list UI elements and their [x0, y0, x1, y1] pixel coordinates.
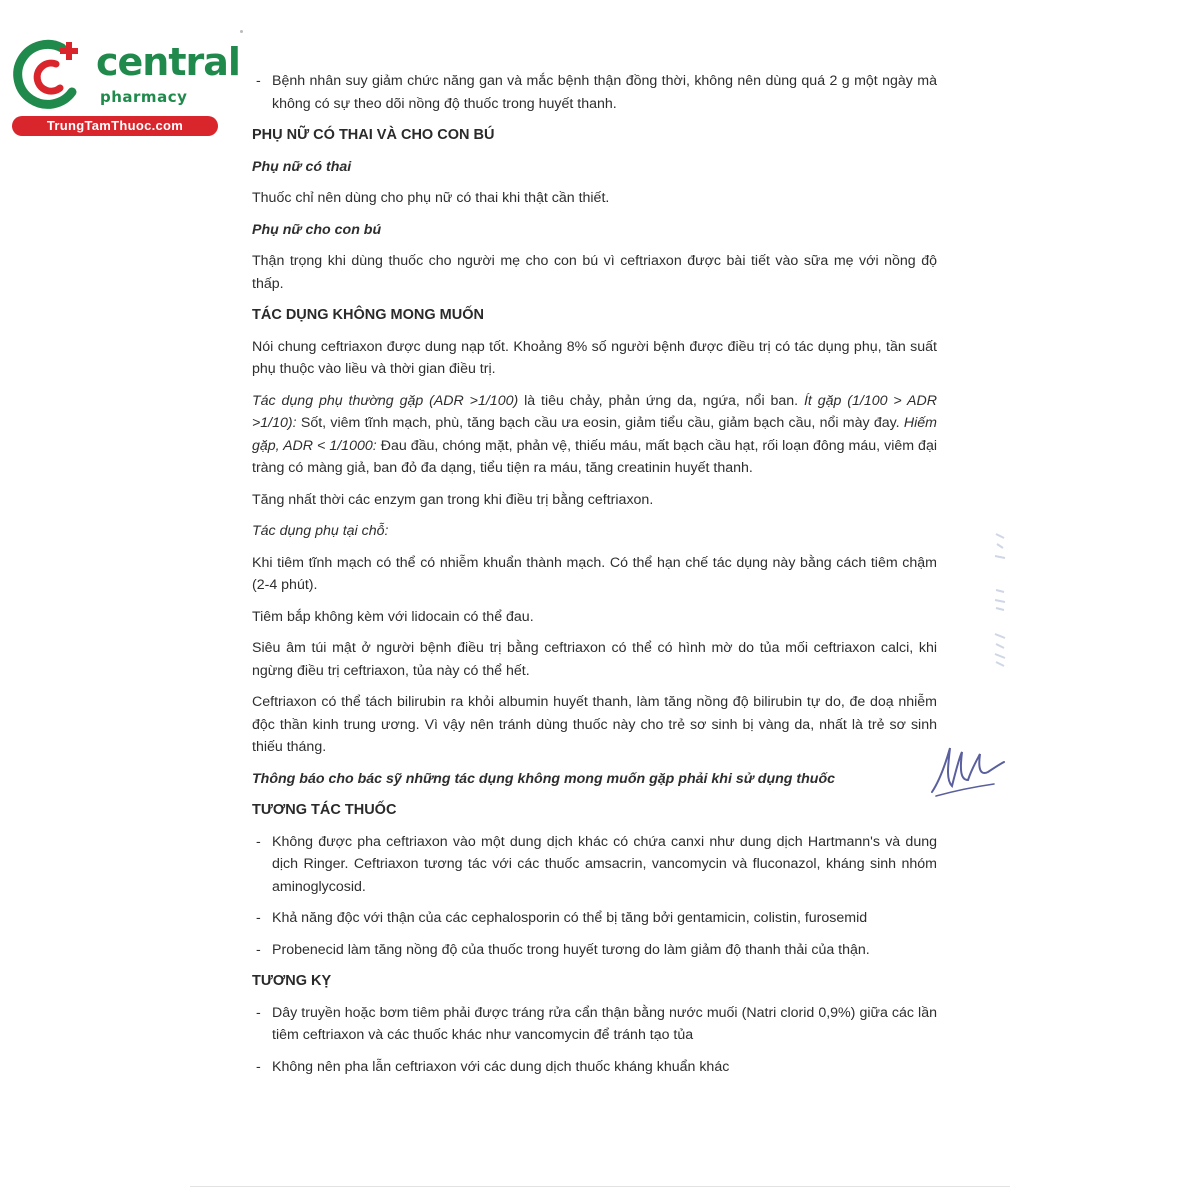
dash-bullet: -	[256, 833, 261, 850]
incompatibility-list	[252, 1002, 937, 1079]
text-uncommon: Sốt, viêm tĩnh mạch, phù, tăng bạch cầu ưa eosin, giảm tiểu cầu, giảm bạch cầu, nổi mày đay.	[296, 415, 904, 431]
brand-url: TrungTamThuoc.com	[12, 116, 218, 136]
paragraph-pregnant: Thuốc chỉ nên dùng cho phụ nữ có thai khi thật cần thiết.	[252, 190, 610, 206]
text-common: là tiêu chảy, phản ứng da, ngứa, nổi ban.	[518, 392, 804, 409]
page-bottom-rule	[190, 1186, 1010, 1187]
label-local-effects: Tác dụng phụ tại chỗ:	[252, 523, 389, 539]
list-item-text: Bệnh nhân suy giảm chức năng gan và mắc bệnh thận đồng thời, không nên dùng quá 2 g một ngày mà không có sự theo dõi nồng độ thuốc trong huyết thanh.	[272, 73, 937, 112]
list-item	[252, 1056, 937, 1079]
list-item	[252, 1002, 937, 1047]
document-body	[252, 70, 937, 1087]
list-item-text: Không nên pha lẫn ceftriaxon với các dung dịch thuốc kháng khuẩn khác	[272, 1058, 730, 1075]
brand-name: central	[96, 40, 240, 84]
paragraph-ultrasound: Siêu âm túi mật ở người bệnh điều trị bằng ceftriaxon có thể có hình mờ do tủa mối ceftriaxon calci, khi ngừng điều trị ceftriaxon, tủa này có thể hết.	[252, 640, 937, 679]
dash-bullet: -	[256, 941, 261, 958]
dash-bullet: -	[256, 1058, 261, 1075]
paragraph-adverse-frequency	[252, 390, 937, 480]
section-heading-pregnancy: PHỤ NỮ CÓ THAI VÀ CHO CON BÚ	[252, 127, 495, 143]
central-pharmacy-logo	[10, 36, 240, 136]
paragraph-im: Tiêm bắp không kèm với lidocain có thể đau.	[252, 608, 534, 625]
list-item	[252, 907, 937, 930]
paragraph-nursing: Thận trọng khi dùng thuốc cho người mẹ cho con bú vì ceftriaxon được bài tiết vào sữa mẹ với nồng độ thấp.	[252, 253, 937, 292]
paragraph-adverse-intro: Nói chung ceftriaxon được dung nạp tốt. Khoảng 8% số người bệnh được điều trị có tác dụng phụ, tần suất phụ thuộc vào liều và thời gian điều trị.	[252, 338, 937, 377]
list-item-text: Dây truyền hoặc bơm tiêm phải được tráng rửa cẩn thận bằng nước muối (Natri clorid 0,9%) giữa các lần tiêm ceftriaxon và các thuốc khác như vancomycin để tránh tạo tủa	[272, 1004, 937, 1043]
list-item	[252, 939, 937, 962]
label-common: Tác dụng phụ thường gặp (ADR >1/100)	[252, 392, 519, 409]
list-item	[252, 831, 937, 899]
paragraph-bilirubin: Ceftriaxon có thể tách bilirubin ra khỏi albumin huyết thanh, làm tăng nồng độ bilirubin tự do, đe doạ nhiễm độc thần kinh trung ương. Vì vậy nên tránh dùng thuốc này cho trẻ sơ sinh bị vàng da, nhất là trẻ sơ sinh thiếu tháng.	[252, 694, 937, 755]
signature-mark	[928, 740, 1008, 800]
list-item-text: Không được pha ceftriaxon vào một dung dịch khác có chứa canxi như dung dịch Hartmann's và dung dịch Ringer. Ceftriaxon tương tác với các thuốc amsacrin, vancomycin và fluconazol, kháng sinh nhóm aminoglycosid.	[272, 833, 937, 895]
label-rare: Hiếm gặp, ADR < 1/1000:	[252, 415, 937, 454]
pharmacy-cross-icon	[10, 36, 90, 116]
list-item-text: Khả năng độc với thận của các cephalosporin có thể bị tăng bởi gentamicin, colistin, furosemid	[272, 910, 868, 926]
dash-bullet: -	[256, 910, 261, 926]
label-uncommon: Ít gặp (1/100 > ADR >1/10):	[252, 392, 937, 431]
section-heading-adverse: TÁC DỤNG KHÔNG MONG MUỐN	[252, 307, 484, 323]
paragraph-enzymes: Tăng nhất thời các enzym gan trong khi điều trị bằng ceftriaxon.	[252, 491, 654, 508]
scan-speck	[240, 30, 243, 33]
notice-doctor: Thông báo cho bác sỹ những tác dụng không mong muốn gặp phải khi sử dụng thuốc	[252, 770, 836, 787]
brand-sub: pharmacy	[100, 88, 188, 106]
list-item-text: Probenecid làm tăng nồng độ của thuốc trong huyết tương do làm giảm độ thanh thải của thận.	[272, 941, 870, 958]
interactions-list	[252, 831, 937, 962]
dash-bullet: -	[256, 1004, 261, 1021]
subheading-nursing: Phụ nữ cho con bú	[252, 221, 382, 238]
paragraph-iv: Khi tiêm tĩnh mạch có thể có nhiễm khuẩn thành mạch. Có thể hạn chế tác dụng này bằng cách tiêm chậm (2-4 phút).	[252, 554, 937, 593]
section-heading-interactions: TƯƠNG TÁC THUỐC	[252, 802, 397, 818]
section-heading-incompatibility: TƯƠNG KỴ	[252, 973, 332, 989]
intro-list	[252, 70, 937, 115]
text-rare: Đau đầu, chóng mặt, phản vệ, thiếu máu, mất bạch cầu hạt, rối loạn đông máu, viêm đại tràng có màng giả, ban đỏ đa dạng, tiểu tiện ra máu, tăng creatinin huyết thanh.	[252, 437, 937, 476]
dash-bullet: -	[256, 73, 261, 89]
faded-stamp-mark	[990, 530, 1010, 670]
list-item	[252, 70, 937, 115]
subheading-pregnant: Phụ nữ có thai	[252, 158, 352, 175]
